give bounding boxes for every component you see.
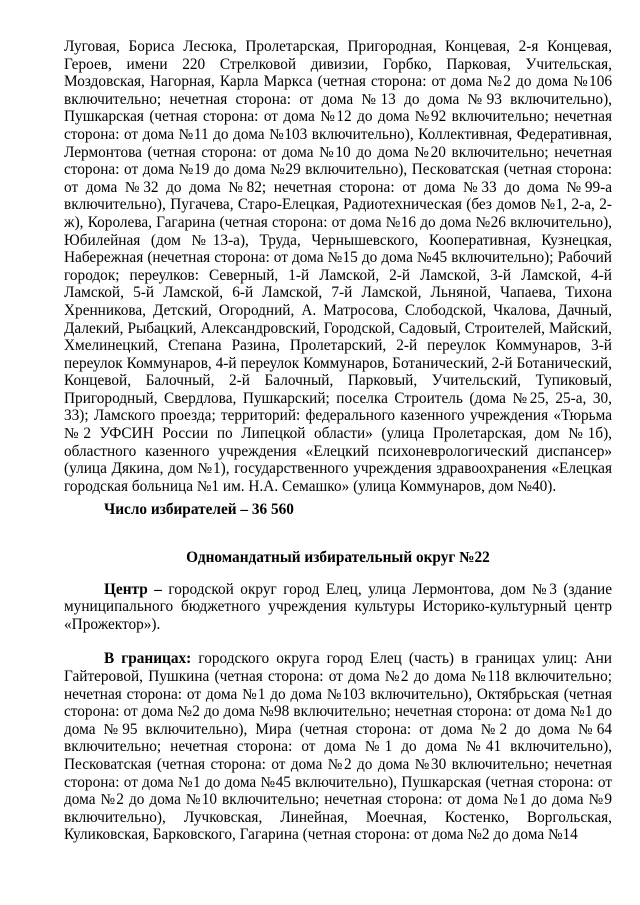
district-22-bounds-paragraph <box>64 650 612 844</box>
district-21-streets-paragraph: Луговая, Бориса Лесюка, Пролетарская, Пригородная, Концевая, 2-я Концевая, Героев, имени 220 Стрелковой дивизии, Горбко, Парковая, Учительская, Моздовская, Нагорная, Карла Маркса (четная сторона: от дома №2 до дома №106 включительно; нечетная сторона: от дома №13 до дома №93 включительно), Пушкарская (четная сторона: от дома №12 до дома №92 включительно; нечетная сторона: от дома №11 до дома №103 включительно), Коллективная, Федеративная, Лермонтова (четная сторона: от дома №10 до дома №20 включительно; нечетная сторона: от дома №19 до дома №29 включительно), Песковатская (четная сторона: от дома №32 до дома №82; нечетная сторона: от дома №33 до дома №99-а включительно), Пугачева, Старо-Елецкая, Радиотехническая (без домов №1, 2-а, 2-ж), Королева, Гагарина (четная сторона: от дома №16 до дома №26 включительно), Юбилейная (дом №13-а), Труда, Чернышевского, Кооперативная, Кузнецкая, Набережная (нечетная сторона: от дома №15 до дома №45 включительно); Рабочий городок; переулков: Северный, 1-й Ламской, 2-й Ламской, 3-й Ламской, 4-й Ламской, 5-й Ламской, 6-й Ламской, 7-й Ламской, Льняной, Чапаева, Тихона Хренникова, Детский, Огородний, А. Матросова, Слободской, Чкалова, Дачный, Далекий, Рыбацкий, Александровский, Городской, Садовый, Строителей, Майский, Хмелинецкий, Степана Разина, Пролетарский, 2-й переулок Коммунаров, 3-й переулок Коммунаров, 4-й переулок Коммунаров, Ботанический, 2-й Ботанический, Концевой, Балочный, 2-й Балочный, Парковый, Учительский, Тупиковый, Пригородный, Свердлова, Пушкарский; поселка Строитель (дома №25, 25-а, 30, 33); Ламского проезда; территорий: федерального казенного учреждения «Тюрьма №2 УФСИН России по Липецкой области» (улица Пролетарская, дом №1б), областного казенного учреждения «Елецкий психоневрологический диспансер» (улица Дякина, дом №1), государственного учреждения здравоохранения «Елецкая городская больница №1 им. Н.А. Семашко» (улица Коммунаров, дом №40). <box>64 38 612 495</box>
document-page <box>64 38 612 844</box>
district-22-heading: Одномандатный избирательный округ №22 <box>186 549 490 567</box>
voters-count: Число избирателей – 36 560 <box>104 501 294 519</box>
bounds-text: городского округа город Елец (часть) в границах улиц: Ани Гайтеровой, Пушкина (четная сторона: от дома №2 до дома №118 включительно; нечетная сторона: от дома №1 до дома №103 включительно), Октябрьская (четная сторона: от дома №2 до дома №98 включительно; нечетная сторона: от дома №1 до дома №95 включительно), Мира (четная сторона: от дома №2 до дома №64 включительно; нечетная сторона: от дома №1 до дома №41 включительно), Песковатская (четная сторона: от дома №2 до дома №30 включительно; нечетная сторона: от дома №1 до дома №45 включительно), Пушкарская (четная сторона: от дома №2 до дома №10 включительно; нечетная сторона: от дома №1 до дома №9 включительно), Лучковская, Линейная, Моечная, Костенко, Воргольская, Куликовская, Барковского, Гагарина (четная сторона: от дома №2 до дома №14 <box>64 650 612 844</box>
district-22-center-paragraph <box>64 581 612 634</box>
center-text: городской округ город Елец, улица Лермонтова, дом №3 (здание муниципального бюджетного учреждения культуры Историко-культурный центр «Прожектор»). <box>64 580 612 633</box>
bounds-label: В границах: <box>104 650 192 668</box>
center-label: Центр – <box>104 580 162 598</box>
